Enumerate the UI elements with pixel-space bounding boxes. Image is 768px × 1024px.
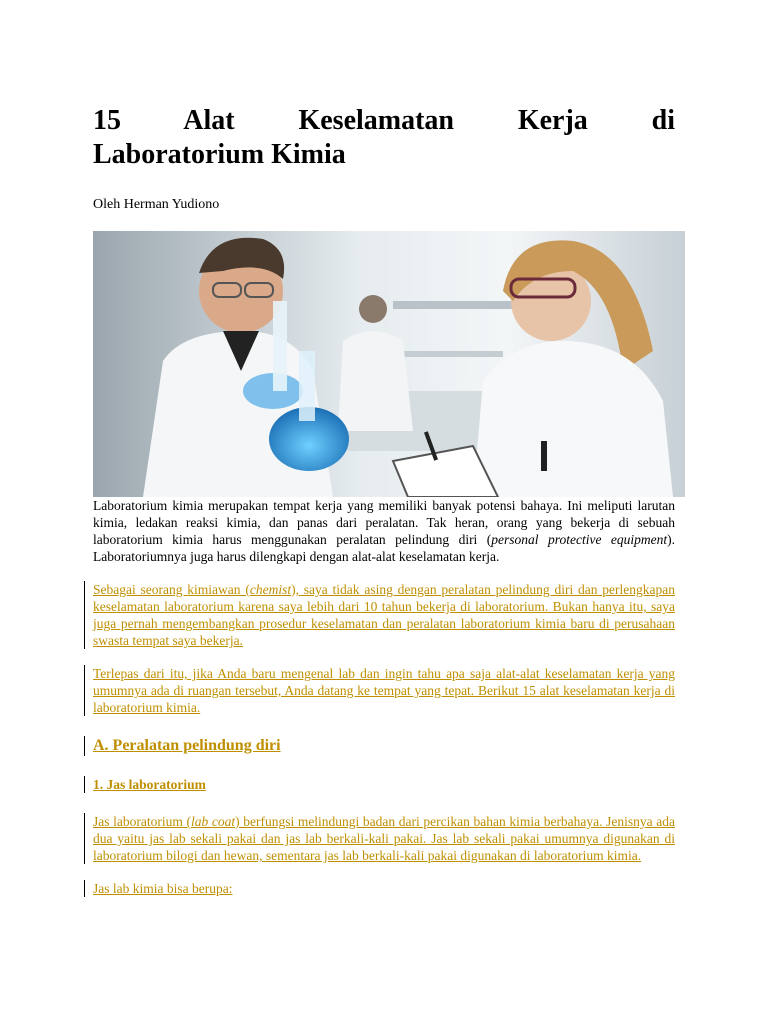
intro-text-2: ). Laboratoriumnya juga harus dilengkapi dengan alat-alat keselamatan kerja. [93, 532, 675, 564]
p2-italic: chemist [249, 582, 292, 597]
lab-coat-paragraph[interactable] [93, 813, 675, 864]
intro-text-1: Laboratorium kimia merupakan tempat kerja yang memiliki banyak potensi bahaya. Ini meliputi larutan kimia, ledakan reaksi kimia, dan panas dari peralatan. Tak heran, orang yang bekerja di sebuah laboratorium kimia harus menggunakan peralatan pelindung diri ( [93, 498, 675, 547]
p4-italic: lab coat [190, 814, 236, 829]
quoted-block-lab-coat [93, 813, 675, 864]
section-heading-a[interactable]: A. Peralatan pelindung diri [93, 737, 281, 754]
revision-bar [84, 736, 85, 756]
revision-bar [84, 665, 85, 716]
document-title [93, 104, 675, 172]
p4-text-1: Jas laboratorium ( [93, 814, 191, 829]
intro-paragraph [93, 497, 675, 565]
quoted-block-intro-list [93, 665, 675, 716]
hero-image [93, 231, 685, 497]
lab-coat-types-paragraph[interactable]: Jas lab kimia bisa berupa: [93, 881, 233, 896]
title-line-2: Laboratorium Kimia [93, 139, 346, 170]
quoted-block-lab-coat-types [93, 880, 675, 897]
revision-bar [84, 776, 85, 793]
author-byline: Oleh Herman Yudiono [93, 197, 220, 212]
list-intro-paragraph[interactable]: Terlepas dari itu, jika Anda baru mengenal lab dan ingin tahu apa saja alat-alat keselamatan kerja yang umumnya ada di ruangan tersebut, Anda datang ke tempat yang tepat. Berikut 15 alat keselamatan kerja di laboratorium kimia. [93, 666, 675, 715]
document-page [93, 104, 675, 897]
p2-text-2: ), saya tidak asing dengan peralatan pelindung diri dan perlengkapan keselamatan laboratorium karena saya lebih dari 10 tahun bekerja di laboratorium. Bukan hanya itu, saya juga pernah mengembangkan prosedur keselamatan dan peralatan laboratorium kimia baru di perusahaan swasta tempat saya bekerja. [93, 582, 675, 648]
experience-paragraph[interactable] [93, 581, 675, 649]
quoted-block-sub-1 [93, 776, 675, 793]
title-line-1: 15 Alat Keselamatan Kerja di [93, 105, 675, 136]
p2-text-1: Sebagai seorang kimiawan ( [93, 582, 250, 597]
intro-italic: personal protective equipment [491, 532, 668, 547]
quoted-block-section-a [93, 736, 675, 756]
quoted-block-experience [93, 581, 675, 649]
revision-bar [84, 581, 85, 649]
subsection-heading-1[interactable]: 1. Jas laboratorium [93, 777, 206, 792]
lab-photo-illustration [93, 231, 685, 497]
revision-bar [84, 880, 85, 897]
revision-bar [84, 813, 85, 864]
p4-text-2: ) berfungsi melindungi badan dari percikan bahan kimia berbahaya. Jenisnya ada dua yaitu jas lab sekali pakai dan jas lab berkali-kali pakai. Jas lab sekali pakai umumnya digunakan di laboratorium bilogi dan hewan, sementara jas lab berkali-kali pakai digunakan di laboratorium kimia. [93, 814, 675, 863]
